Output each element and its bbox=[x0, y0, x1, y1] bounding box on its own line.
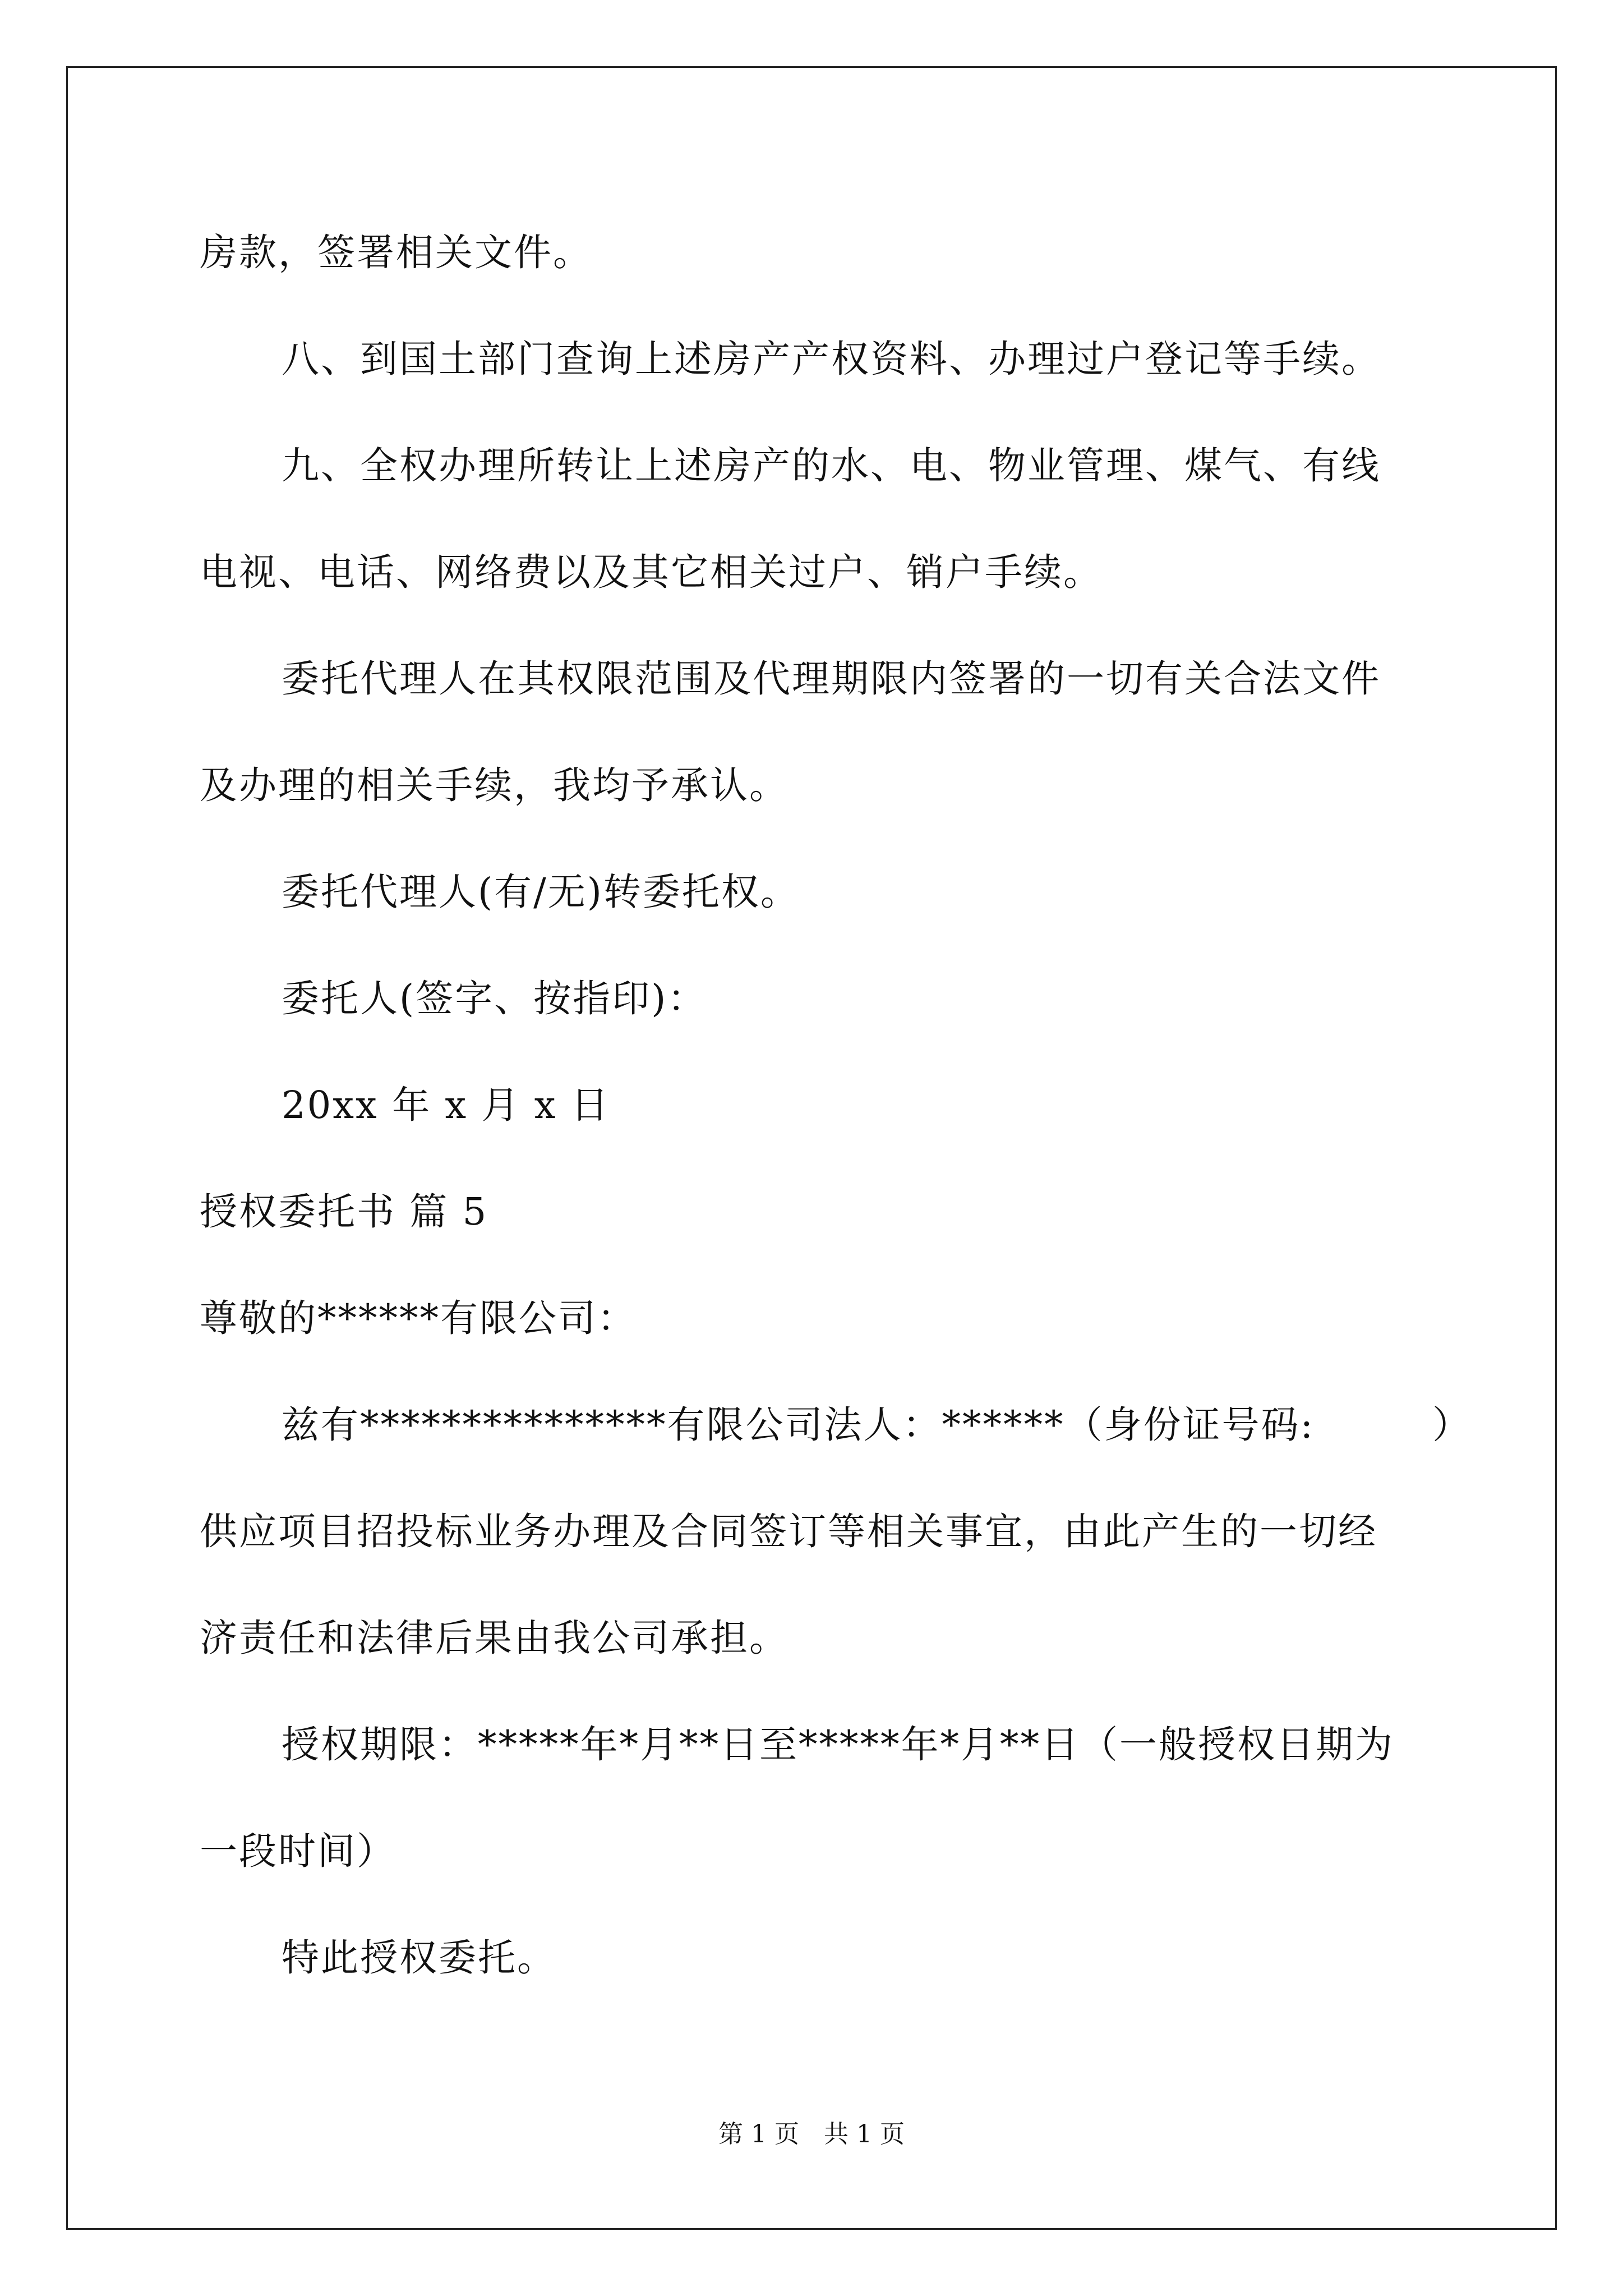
text-line: 委托代理人(有/无)转委托权。 bbox=[282, 870, 800, 914]
page-border bbox=[66, 66, 1557, 2230]
salutation: 尊敬的******有限公司： bbox=[200, 1296, 637, 1340]
text-line: 委托人(签字、按指印)： bbox=[282, 977, 707, 1020]
section-heading: 授权委托书 篇 5 bbox=[200, 1190, 488, 1234]
date-line: 20xx 年 x 月 x 日 bbox=[282, 1083, 610, 1127]
text-line: 八、到国土部门查询上述房产产权资料、办理过户登记等手续。 bbox=[282, 337, 1381, 381]
text-line: 一段时间） bbox=[200, 1829, 396, 1873]
text-line: 九、全权办理所转让上述房产的水、电、物业管理、煤气、有线 bbox=[282, 444, 1381, 487]
text-line: 兹有***************有限公司法人：******（身份证号码: ） bbox=[282, 1403, 1472, 1447]
text-line: 供应项目招投标业务办理及合同签订等相关事宜，由此产生的一切经 bbox=[200, 1510, 1377, 1553]
text-line: 济责任和法律后果由我公司承担。 bbox=[200, 1616, 789, 1660]
page-number: 第 1 页 共 1 页 bbox=[718, 2120, 905, 2148]
text-line: 授权期限：*****年*月**日至*****年*月**日（一般授权日期为 bbox=[282, 1723, 1394, 1766]
text-line: 委托代理人在其权限范围及代理期限内签署的一切有关合法文件 bbox=[282, 657, 1381, 701]
text-line: 及办理的相关手续，我均予承认。 bbox=[200, 763, 789, 807]
closing-line: 特此授权委托。 bbox=[282, 1936, 556, 1980]
text-line: 房款，签署相关文件。 bbox=[200, 231, 592, 274]
text-line: 电视、电话、网络费以及其它相关过户、销户手续。 bbox=[200, 550, 1103, 594]
